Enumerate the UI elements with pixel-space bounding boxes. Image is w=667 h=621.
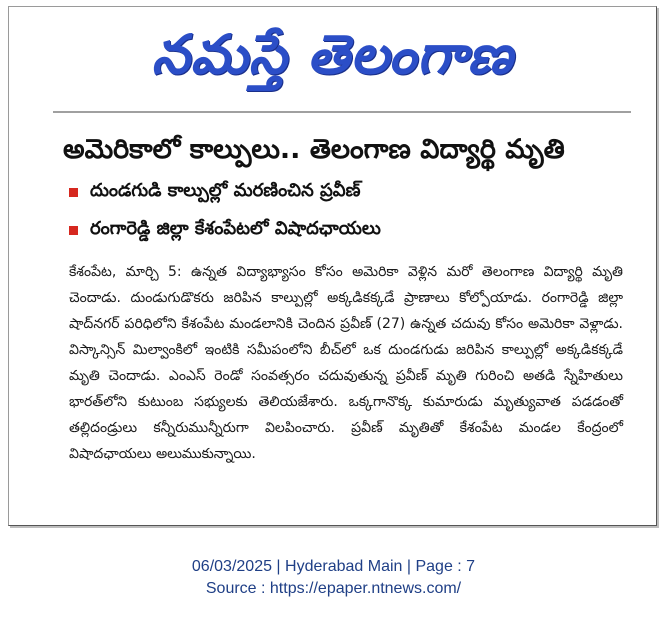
headline: అమెరికాలో కాల్పులు.. తెలంగాణ విద్యార్థి మృతి xyxy=(63,134,565,165)
divider xyxy=(53,111,631,113)
masthead-logo: నమస్తే తెలంగాణ xyxy=(151,23,514,86)
subhead-2 xyxy=(69,215,631,245)
masthead xyxy=(9,11,656,99)
clipping-frame xyxy=(8,6,657,526)
footer-source-line: Source : https://epaper.ntnews.com/ xyxy=(205,580,462,597)
subhead-text: దుండగుడి కాల్పుల్లో మరణించిన ప్రవీణ్ xyxy=(90,179,361,201)
subhead-text: రంగారెడ్డి జిల్లా కేశంపేటలో విషాదఛాయలు xyxy=(90,217,381,239)
bullet-icon xyxy=(69,188,78,197)
subhead-1 xyxy=(69,177,631,207)
bullet-icon xyxy=(69,226,78,235)
footer xyxy=(0,556,667,600)
article-body: కేశంపేట, మార్చి 5: ఉన్నత విద్యాభ్యాసం కోసం అమెరికా వెళ్లిన మరో తెలంగాణ విద్యార్థి మృతి చెందాడు. దుండుగుడొకరు జరిపిన కాల్పుల్లో అక్కడికక్కడే ప్రాణాలు కోల్పోయాడు. రంగారెడ్డి జిల్లా షాద్‌నగర్ పరిధిలోని కేశంపేట మండలానికి చెందిన ప్రవీణ్ (27) ఉన్నత చదువు కోసం అమెరికా వెళ్లాడు. విస్కాన్సిన్ మిల్వాంకిలో ఇంటికి సమీపంలోని బీచ్‌లో ఒక దుండగుడు జరిపిన కాల్పుల్లో అక్కడికక్కడే మృతి చెందాడు. ఎంఎస్ రెండో సంవత్సరం చదువుతున్న ప్రవీణ్ మృతి గురించి అతడి స్నేహితులు భారత్‌లోని కుటుంబ సభ్యులకు తెలియజేశారు. ఒక్కగానొక్క కుమారుడు మృత్యువాత పడడంతో తల్లిదండ్రులు కన్నీరుమున్నీరుగా విలపించారు. ప్రవీణ్ మృతితో కేశంపేట మండల కేంద్రంలో విషాదఛాయలు అలుముకున్నాయి. xyxy=(69,264,623,462)
footer-date-line: 06/03/2025 | Hyderabad Main | Page : 7 xyxy=(191,558,476,575)
article xyxy=(53,131,631,521)
